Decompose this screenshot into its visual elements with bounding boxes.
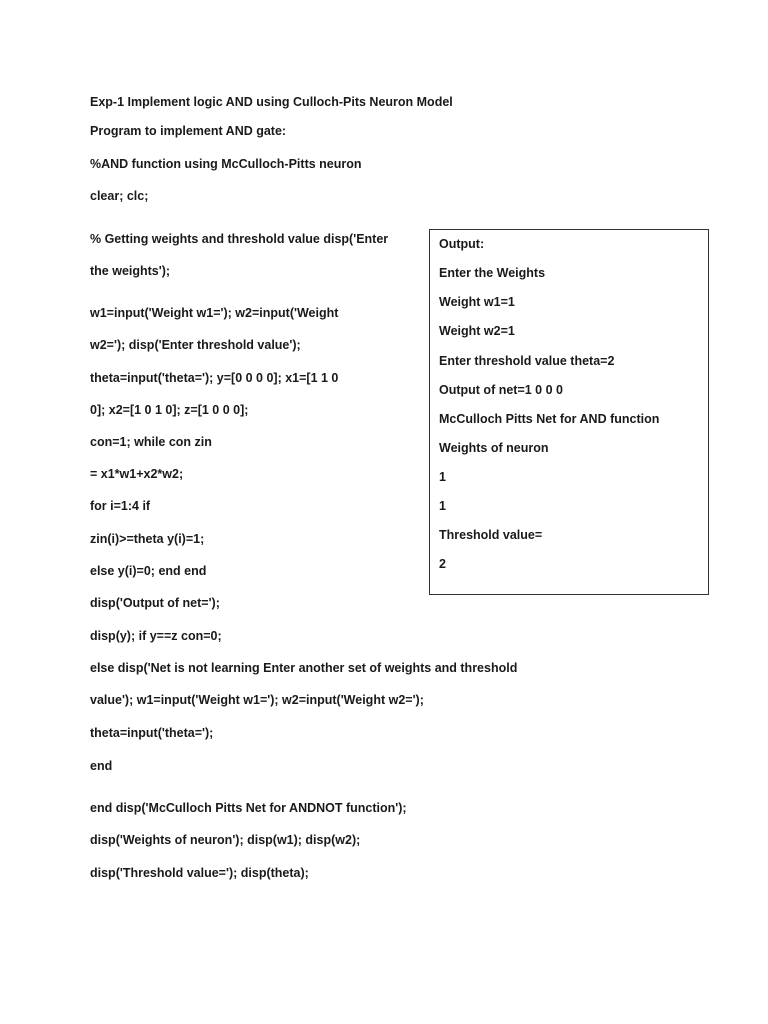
output-line: Enter threshold value theta=2 xyxy=(439,354,615,368)
output-box xyxy=(429,229,709,595)
output-line: 2 xyxy=(439,557,446,571)
code-line: end xyxy=(90,759,113,773)
output-line: McCulloch Pitts Net for AND function xyxy=(439,412,660,426)
code-line: value'); w1=input('Weight w1='); w2=input('Weight w2='); xyxy=(90,693,424,707)
output-line: Weight w2=1 xyxy=(439,324,515,338)
output-line: Enter the Weights xyxy=(439,266,546,280)
heading-experiment: Exp-1 Implement logic AND using Culloch-Pits Neuron Model xyxy=(90,95,453,109)
output-line: 1 xyxy=(439,470,446,484)
code-line: disp(y); if y==z con=0; xyxy=(90,629,222,643)
code-line: else y(i)=0; end end xyxy=(90,564,207,578)
code-line: disp('Threshold value='); disp(theta); xyxy=(90,866,309,880)
code-line: zin(i)>=theta y(i)=1; xyxy=(90,532,205,546)
code-line: clear; clc; xyxy=(90,189,149,203)
code-line: = x1*w1+x2*w2; xyxy=(90,467,184,481)
output-line: Weight w1=1 xyxy=(439,295,515,309)
code-line: theta=input('theta='); y=[0 0 0 0]; x1=[1 1 0 xyxy=(90,371,339,385)
code-line: disp('Output of net='); xyxy=(90,596,220,610)
code-line: end disp('McCulloch Pitts Net for ANDNOT function'); xyxy=(90,801,407,815)
code-line: w1=input('Weight w1='); w2=input('Weight xyxy=(90,306,339,320)
code-line: 0]; x2=[1 0 1 0]; z=[1 0 0 0]; xyxy=(90,403,249,417)
code-line: for i=1:4 if xyxy=(90,499,151,513)
output-line: Threshold value= xyxy=(439,528,543,542)
output-line: 1 xyxy=(439,499,446,513)
code-line: w2='); disp('Enter threshold value'); xyxy=(90,338,301,352)
output-line: Output of net=1 0 0 0 xyxy=(439,383,563,397)
code-line: %AND function using McCulloch-Pitts neuron xyxy=(90,157,362,171)
output-line: Weights of neuron xyxy=(439,441,549,455)
code-line: % Getting weights and threshold value disp('Enter xyxy=(90,232,389,246)
code-line: the weights'); xyxy=(90,264,171,278)
code-line: else disp('Net is not learning Enter another set of weights and threshold xyxy=(90,661,518,675)
code-line: disp('Weights of neuron'); disp(w1); disp(w2); xyxy=(90,833,361,847)
heading-program: Program to implement AND gate: xyxy=(90,124,287,138)
output-heading: Output: xyxy=(439,237,485,251)
code-line: con=1; while con zin xyxy=(90,435,212,449)
code-line: theta=input('theta='); xyxy=(90,726,214,740)
